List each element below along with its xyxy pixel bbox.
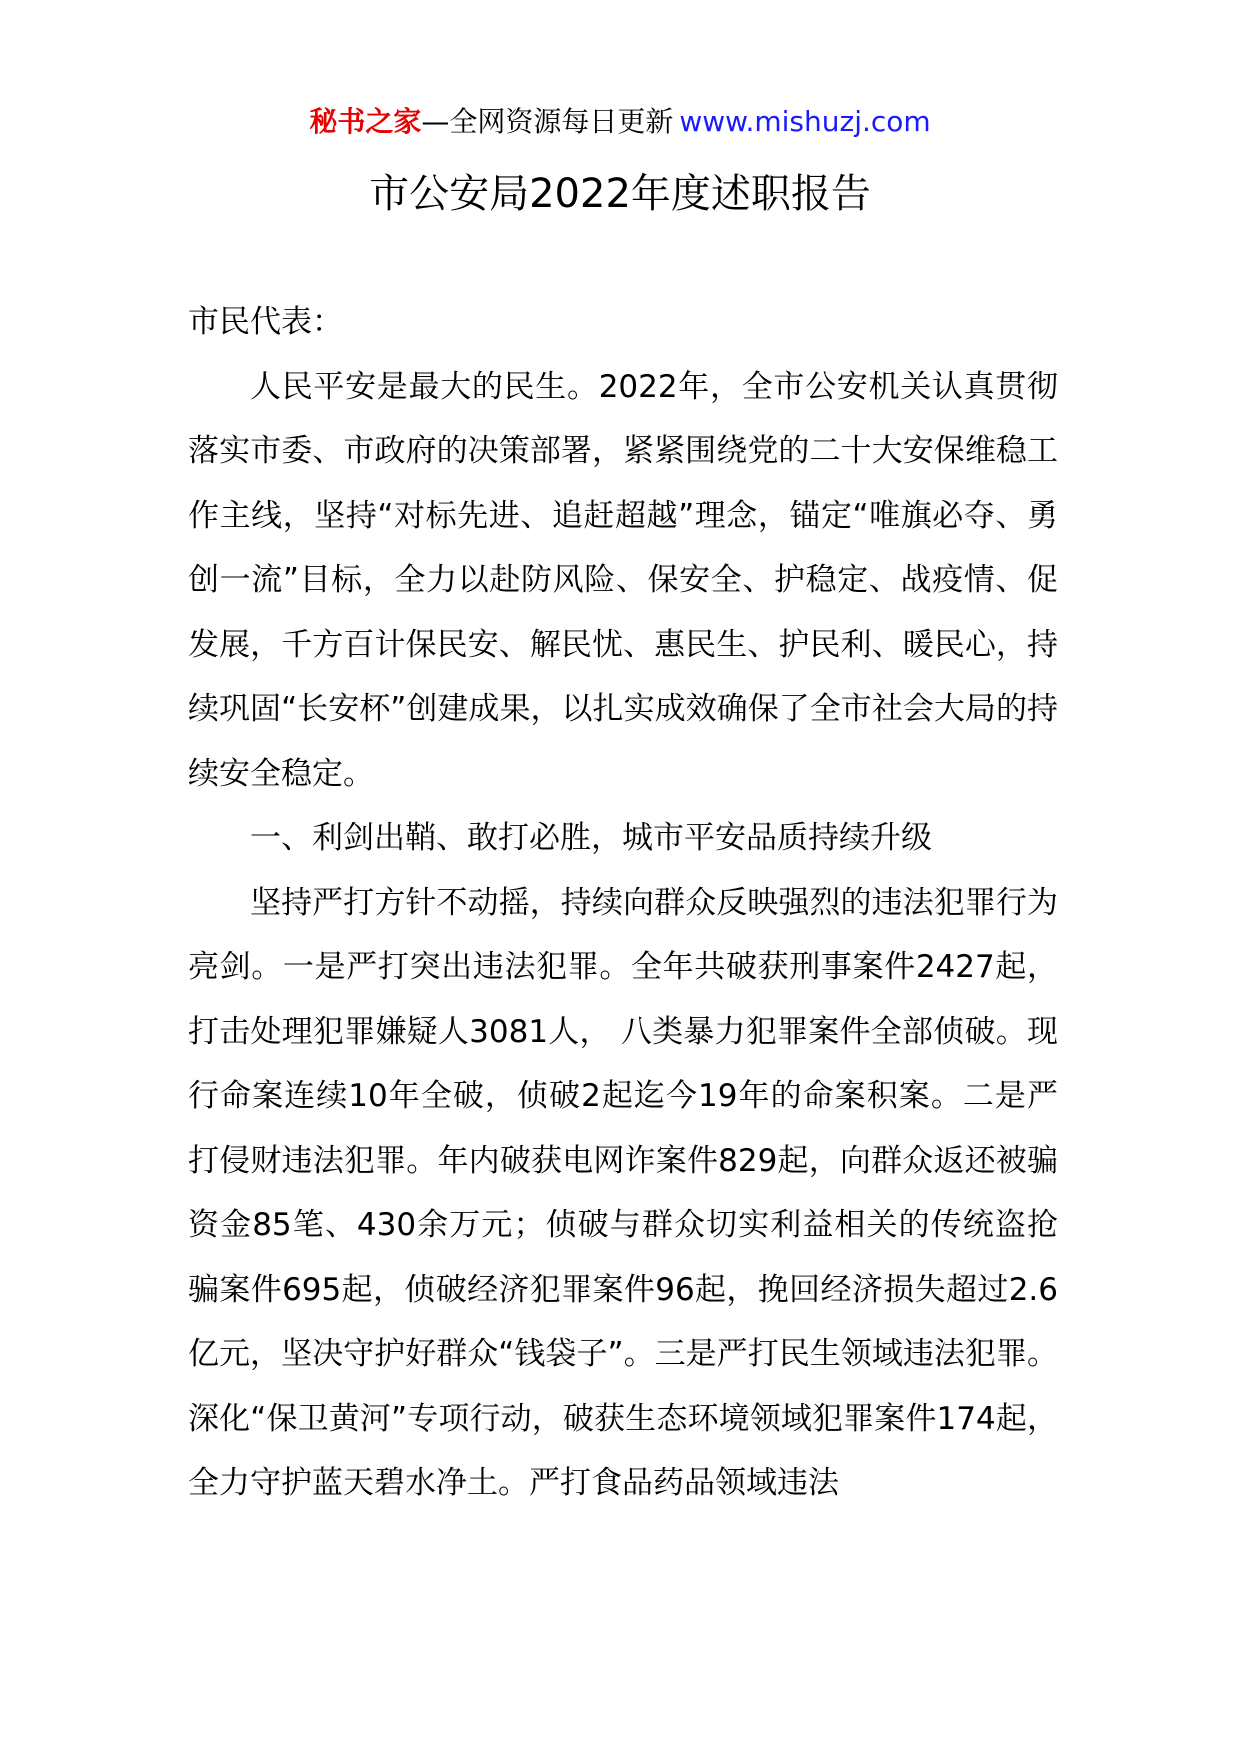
site-brand: 秘书之家 bbox=[309, 105, 422, 138]
site-url-link[interactable]: www.mishuzj.com bbox=[679, 105, 931, 138]
document-title: 市公安局2022年度述职报告 bbox=[369, 171, 871, 217]
section-1-paragraph: 坚持严打方针不动摇，持续向群众反映强烈的违法犯罪行为亮剑。一是严打突出违法犯罪。全年共破获刑事案件2427起，打击处理犯罪嫌疑人3081人， 八类暴力犯罪案件全部侦破。现行命案连续10年全破，侦破2起迄今19年的命案积案。二是严打侵财违法犯罪。年内破获电网诈案件829起，向群众返还被骗资金85笔、430余万元；侦破与群众切实利益相关的传统盗抢骗案件695起，侦破经济犯罪案件96起，挽回经济损失超过2.6亿元，坚决守护好群众“钱袋子”。三是严打民生领域违法犯罪。深化“保卫黄河”专项行动，破获生态环境领域犯罪案件174起，全力守护蓝天碧水净土。严打食品药品领域违法 bbox=[188, 884, 1058, 1501]
intro-paragraph: 人民平安是最大的民生。2022年，全市公安机关认真贯彻落实市委、市政府的决策部署，紧紧围绕党的二十大安保维稳工作主线，坚持“对标先进、追赶超越”理念，锚定“唯旗必夺、勇创一流”目标，全力以赴防风险、保安全、护稳定、战疫情、促发展，千方百计保民安、解民忧、惠民生、护民利、暖民心，持续巩固“长安杯”创建成果，以扎实成效确保了全市社会大局的持续安全稳定。 bbox=[188, 368, 1058, 792]
salutation: 市民代表： bbox=[188, 304, 343, 340]
site-header bbox=[0, 102, 1240, 142]
site-tagline: —全网资源每日更新 bbox=[421, 105, 674, 138]
section-heading-1: 一、利剑出鞘、敢打必胜，城市平安品质持续升级 bbox=[250, 820, 932, 856]
document-body bbox=[188, 290, 1058, 1516]
